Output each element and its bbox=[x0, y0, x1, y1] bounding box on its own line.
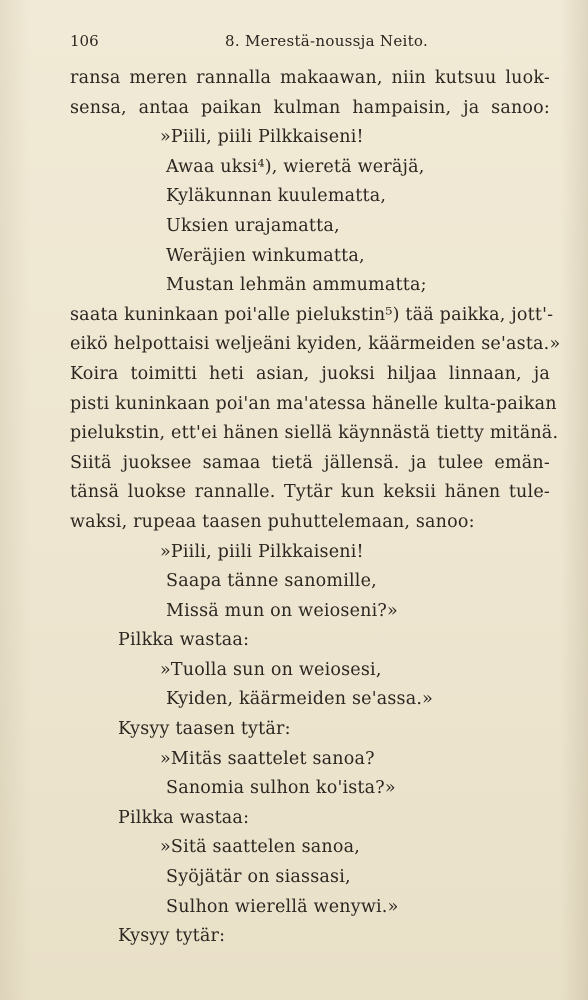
verse-line: »Tuolla sun on weiosesi, bbox=[160, 659, 382, 680]
verse-line: »Sitä saattelen sanoa, bbox=[160, 837, 360, 858]
verse-line: »Piili, piili Pilkkaiseni! bbox=[160, 541, 364, 562]
body-text bbox=[70, 64, 561, 952]
verse-line: Sanomia sulhon ko'ista?» bbox=[166, 778, 396, 799]
verse-line: Mustan lehmän ammumatta; bbox=[166, 275, 427, 296]
text-line: pielukstin, ett'ei hänen siellä käynnästä tietty mitänä. bbox=[70, 423, 559, 444]
speaker-line: Pilkka wastaa: bbox=[118, 807, 250, 828]
speaker-line: Kysyy taasen tytär: bbox=[118, 719, 291, 740]
verse-line: Sulhon wierellä wenywi.» bbox=[166, 896, 399, 917]
verse-line: Uksien urajamatta, bbox=[166, 215, 340, 236]
verse-line: Missä mun on weioseni?» bbox=[166, 600, 398, 621]
running-title: 8. Merestä-noussja Neito. bbox=[225, 32, 429, 50]
verse-line: Kyiden, käärmeiden se'assa.» bbox=[166, 689, 434, 710]
text-line: pisti kuninkaan poi'an ma'atessa hänelle kulta-paikan bbox=[70, 393, 557, 414]
page-number: 106 bbox=[70, 32, 99, 50]
text-line: eikö helpottaisi weljeäni kyiden, käärmeiden se'asta.» bbox=[70, 334, 561, 355]
verse-line: »Mitäs saattelet sanoa? bbox=[160, 748, 375, 769]
text-line: waksi, rupeaa taasen puhuttelemaan, sanoo: bbox=[70, 511, 475, 532]
text-line: Koira toimitti heti asian, juoksi hiljaa linnaan, ja bbox=[70, 363, 550, 384]
verse-line: Awaa uksi⁴), wieretä weräjä, bbox=[166, 156, 425, 177]
verse-line: Kyläkunnan kuulematta, bbox=[166, 186, 387, 207]
text-line: tänsä luokse rannalle. Tytär kun keksii hänen tule- bbox=[70, 482, 550, 503]
text-line: ransa meren rannalla makaawan, niin kutsuu luok- bbox=[70, 68, 550, 88]
speaker-line: Pilkka wastaa: bbox=[118, 630, 250, 651]
text-line: sensa, antaa paikan kulman hampaisin, ja sanoo: bbox=[70, 97, 550, 118]
page-header bbox=[70, 32, 520, 54]
text-line: saata kuninkaan poi'alle pielukstin⁵) tää paikka, jott'- bbox=[70, 304, 554, 325]
text-line: Siitä juoksee samaa tietä jällensä. ja tulee emän- bbox=[70, 452, 550, 473]
verse-line: Syöjätär on siassasi, bbox=[166, 867, 351, 888]
verse-line: Weräjien winkumatta, bbox=[166, 245, 365, 266]
speaker-line: Kysyy tytär: bbox=[118, 926, 226, 947]
verse-line: »Piili, piili Pilkkaiseni! bbox=[160, 127, 364, 148]
verse-line: Saapa tänne sanomille, bbox=[166, 571, 377, 592]
